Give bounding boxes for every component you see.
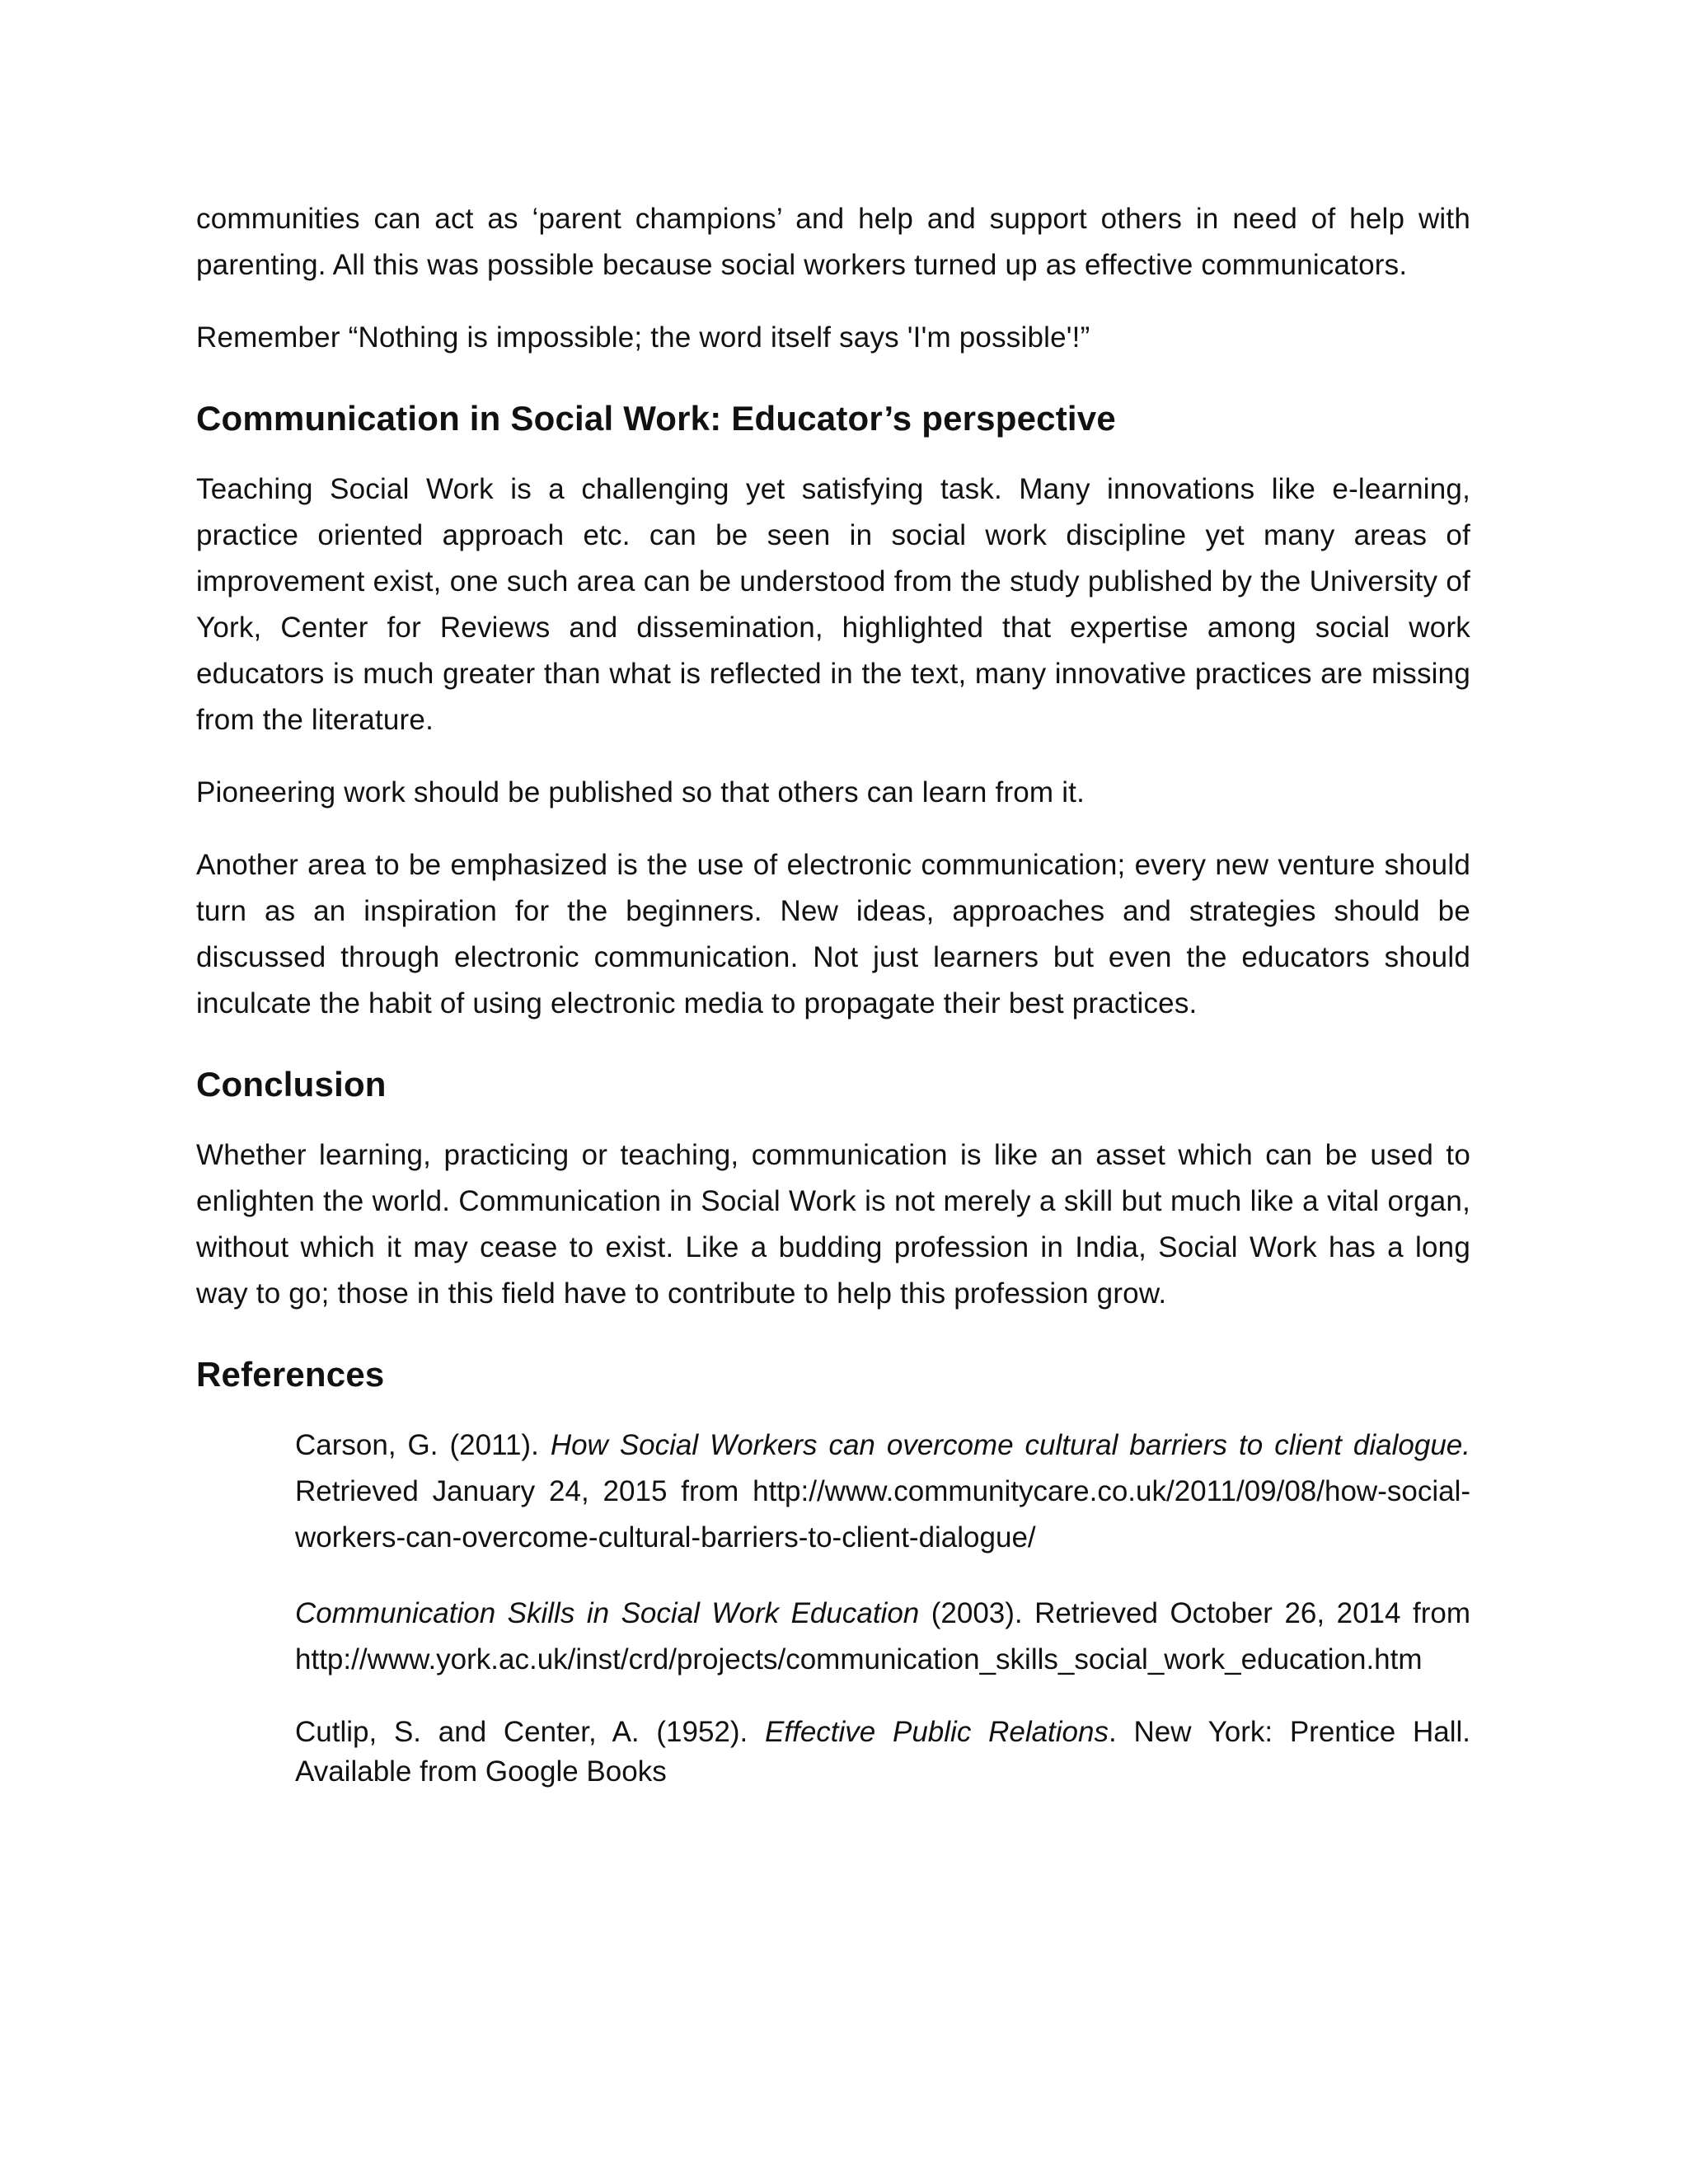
reference-item-cutlip: [295, 1713, 1470, 1792]
reference-title: How Social Workers can overcome cultural barriers to client dialogue.: [550, 1429, 1470, 1461]
reference-author-date: Cutlip, S. and Center, A. (1952).: [295, 1716, 766, 1748]
document-page: [196, 196, 1470, 1821]
heading-references: References: [196, 1355, 385, 1394]
paragraph-conclusion: Whether learning, practicing or teaching, communication is like an asset which can be used to enlighten the world. Communication in Social Work is not merely a skill but much like a vital organ, without which it may cease to exist. Like a budding profession in India, Social Work has a long way to go; those in this field have to contribute to help this profession grow.: [196, 1139, 1470, 1310]
paragraph-communities: communities can act as ‘parent champions’ and help and support others in need of help with parenting. All this was possible because social workers turned up as effective communicators.: [196, 203, 1470, 281]
reference-source: (2003). Retrieved October 26, 2014 from http://www.york.ac.uk/inst/crd/projects/communication_skills_social_work_education.htm: [295, 1597, 1470, 1675]
paragraph-pioneering-work: Pioneering work should be published so that others can learn from it.: [196, 776, 1085, 808]
heading-educator-perspective: Communication in Social Work: Educator’s perspective: [196, 399, 1116, 438]
reference-title: Communication Skills in Social Work Education: [295, 1597, 920, 1629]
paragraph-teaching-social-work: Teaching Social Work is a challenging yet satisfying task. Many innovations like e-learning, practice oriented approach etc. can be seen in social work discipline yet many areas of improvement exist, one such area can be understood from the study published by the University of York, Center for Reviews and dissemination, highlighted that expertise among social work educators is much greater than what is reflected in the text, many innovative practices are missing from the literature.: [196, 473, 1470, 736]
references-list: [295, 1422, 1470, 1792]
reference-source: Retrieved January 24, 2015 from http://www.communitycare.co.uk/2011/09/08/how-social-workers-can-overcome-cultural-barriers-to-client-dialogue/: [295, 1475, 1470, 1554]
paragraph-electronic-communication: Another area to be emphasized is the use of electronic communication; every new venture should turn as an inspiration for the beginners. New ideas, approaches and strategies should be discussed through electronic communication. Not just learners but even the educators should inculcate the habit of using electronic media to propagate their best practices.: [196, 849, 1470, 1019]
reference-item-carson: [295, 1422, 1470, 1561]
reference-source: . New York: Prentice Hall. Available from Google Books: [295, 1716, 1470, 1788]
reference-item-york: [295, 1591, 1470, 1683]
paragraph-remember-quote: Remember “Nothing is impossible; the word itself says 'I'm possible'!”: [196, 321, 1090, 354]
heading-conclusion: Conclusion: [196, 1065, 387, 1104]
reference-title: Effective Public Relations: [765, 1716, 1109, 1748]
reference-author-date: Carson, G. (2011).: [295, 1429, 551, 1461]
